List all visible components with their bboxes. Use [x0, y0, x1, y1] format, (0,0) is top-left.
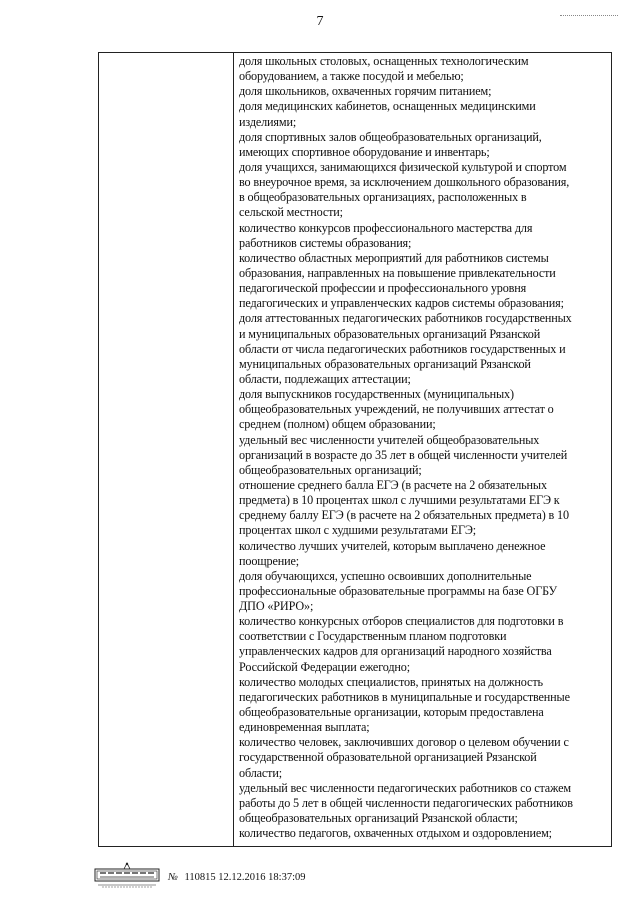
text-line: управленческих кадров для организаций народного хозяйства: [239, 644, 552, 659]
text-line: отношение среднего балла ЕГЭ (в расчете на 2 обязательных: [239, 477, 547, 492]
column-divider: [233, 53, 234, 846]
text-line: количество молодых специалистов, принятых на должность: [239, 674, 543, 689]
text-line: организаций в возрасте до 35 лет в общей численности учителей: [239, 447, 568, 462]
text-line: доля медицинских кабинетов, оснащенных медицинскими: [239, 99, 536, 114]
stamp-logo-icon: [94, 861, 160, 889]
page-number: 7: [316, 14, 324, 29]
document-datetime: 12.12.2016 18:37:09: [218, 872, 306, 883]
text-line: области, подлежащих аттестации;: [239, 371, 411, 386]
text-line: количество конкурсов профессионального мастерства для: [239, 220, 533, 235]
text-line: ДПО «РИРО»;: [239, 599, 314, 614]
scan-artifact: [560, 15, 618, 20]
text-line: соответствии с Государственным планом подготовки: [239, 629, 507, 644]
text-line: количество человек, заключивших договор о целевом обучении с: [239, 735, 569, 750]
text-line: доля обучающихся, успешно освоивших дополнительные: [239, 568, 532, 583]
text-line: процентах школ с худшими результатами ЕГЭ;: [239, 523, 477, 538]
text-line: общеобразовательных учреждений, не получивших аттестат о: [239, 402, 554, 417]
text-line: педагогических и управленческих кадров системы образования;: [239, 296, 564, 311]
number-sign: №: [168, 872, 178, 883]
text-line: доля спортивных залов общеобразовательных организаций,: [239, 129, 542, 144]
text-line: доля аттестованных педагогических работников государственных: [239, 311, 572, 326]
text-line: поощрение;: [239, 553, 299, 568]
text-line: в общеобразовательных организациях, расположенных в: [239, 190, 527, 205]
text-line: имеющих спортивное оборудование и инвентарь;: [239, 144, 490, 159]
text-line: общеобразовательные организации, которым предоставлена: [239, 705, 544, 720]
text-line: единовременная выплата;: [239, 720, 370, 735]
text-line: доля школьников, охваченных горячим питанием;: [239, 84, 492, 99]
text-line: общеобразовательных организаций Рязанской области;: [239, 811, 518, 826]
text-line: области;: [239, 765, 282, 780]
footer-stamp: [94, 861, 394, 891]
text-line: количество конкурсных отборов специалистов для подготовки в: [239, 614, 564, 629]
text-line: образования, направленных на повышение привлекательности: [239, 265, 556, 280]
text-line: педагогической профессии и профессионального уровня: [239, 281, 527, 296]
document-table: [98, 52, 612, 847]
text-line: удельный вес численности учителей общеобразовательных: [239, 432, 540, 447]
text-line: среднему баллу ЕГЭ (в расчете на 2 обязательных предмета) в 10: [239, 508, 569, 523]
text-line: общеобразовательных организаций;: [239, 462, 422, 477]
text-line: оборудованием, а также посудой и мебелью;: [239, 69, 464, 84]
table-left-column: [99, 53, 233, 846]
text-line: предмета) в 10 процентах школ с лучшими результатами ЕГЭ к: [239, 493, 560, 508]
text-line: количество лучших учителей, которым выплачено денежное: [239, 538, 546, 553]
text-line: среднем (полном) общем образовании;: [239, 417, 436, 432]
text-line: и муниципальных образовательных организаций Рязанской: [239, 326, 541, 341]
text-line: удельный вес численности педагогических работников со стажем: [239, 780, 571, 795]
text-line: изделиями;: [239, 114, 297, 129]
text-line: доля выпускников государственных (муниципальных): [239, 387, 514, 402]
text-line: работников системы образования;: [239, 235, 412, 250]
text-line: государственной образовательной организацией Рязанской: [239, 750, 537, 765]
text-line: профессиональные образовательные программы на базе ОГБУ: [239, 583, 557, 598]
document-number: 110815: [184, 872, 216, 883]
text-line: области от числа педагогических работников государственных и: [239, 341, 566, 356]
text-line: сельской местности;: [239, 205, 343, 220]
text-line: работы до 5 лет в общей численности педагогических работников: [239, 795, 573, 810]
text-line: во внеурочное время, за исключением дошкольного образования,: [239, 175, 570, 190]
text-line: количество областных мероприятий для работников системы: [239, 250, 549, 265]
text-line: муниципальных образовательных организаций Рязанской: [239, 356, 531, 371]
stamp-text: [168, 872, 306, 883]
text-line: доля школьных столовых, оснащенных технологическим: [239, 54, 529, 68]
text-line: педагогических работников в муниципальные и государственные: [239, 689, 570, 704]
text-line: количество педагогов, охваченных отдыхом и оздоровлением;: [239, 826, 552, 841]
text-line: доля учащихся, занимающихся физической культурой и спортом: [239, 159, 567, 174]
table-right-column: [239, 54, 611, 841]
text-line: Российской Федерации ежегодно;: [239, 659, 410, 674]
